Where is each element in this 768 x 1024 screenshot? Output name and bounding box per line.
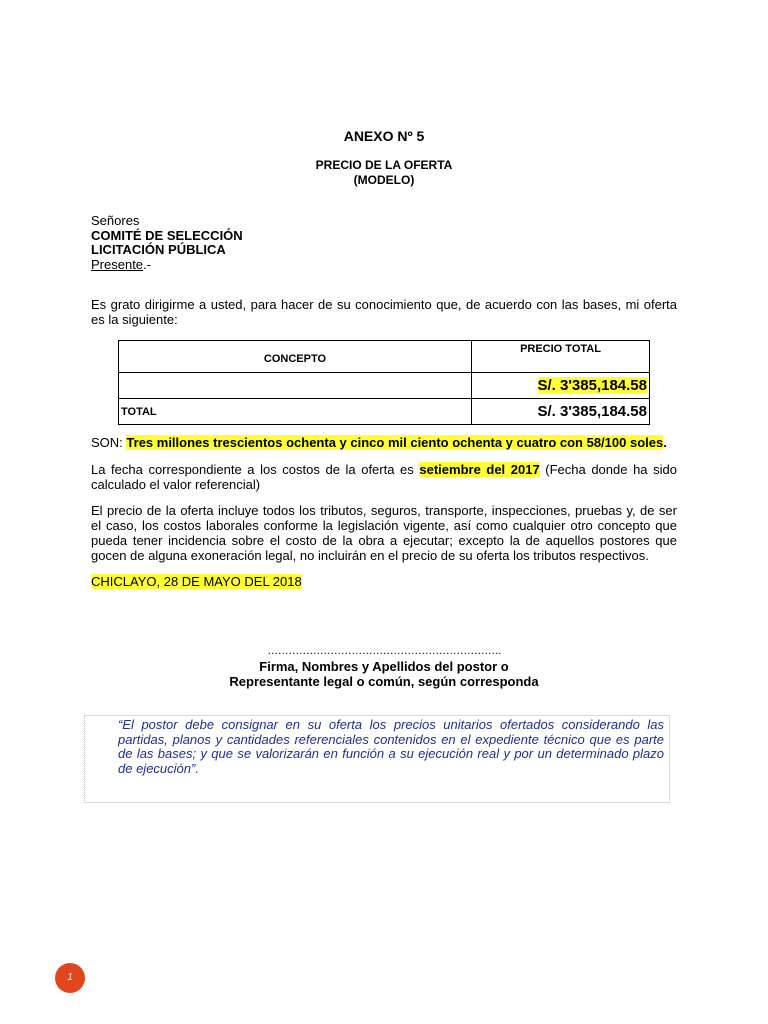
place-date: CHICLAYO, 28 DE MAYO DEL 2018 — [91, 574, 302, 589]
presente-suffix: .- — [143, 256, 151, 272]
presente-word: Presente — [91, 256, 144, 272]
total-price: S/. 3'385,184.58 — [472, 399, 650, 425]
date-suffix: (Fecha donde ha sido calculado el valor referencial) — [91, 462, 677, 492]
price-cell — [472, 373, 650, 399]
signature-caption-1: Firma, Nombres y Apellidos del postor o — [259, 659, 509, 674]
tender-type: LICITACIÓN PÚBLICA — [91, 242, 226, 257]
signature-line: …………………………………………………………. — [267, 645, 501, 657]
son-suffix: . — [663, 435, 667, 450]
annex-title: ANEXO Nº 5 — [343, 128, 425, 144]
model-label: (MODELO) — [353, 173, 415, 187]
presente-line — [91, 258, 243, 273]
price-includes-paragraph: El precio de la oferta incluye todos los tributos, seguros, transporte, inspecciones, pruebas y, de ser el caso, los costos laborales conforme la legislación vigente, así como cualquier otro concepto que pueda tener incidencia sobre el costo de la obra a ejecutar; excepto la de aquellos postores que gocen de alguna exoneración legal, no incluirán en el precio de su oferta los tributos respectivos. — [91, 503, 677, 563]
total-label: TOTAL — [119, 399, 472, 425]
amount-in-words: Tres millones trescientos ochenta y cinco mil ciento ochenta y cuatro con 58/100 soles — [126, 435, 664, 450]
date-prefix: La fecha correspondiente a los costos de la oferta es — [91, 462, 420, 477]
column-header-concepto: CONCEPTO — [119, 341, 472, 373]
signature-caption-2: Representante legal o común, según corresponda — [229, 674, 539, 689]
intro-paragraph: Es grato dirigirme a usted, para hacer de su conocimiento que, de acuerdo con las bases, mi oferta es la siguiente: — [91, 297, 677, 327]
column-header-precio: PRECIO TOTAL — [472, 341, 650, 373]
cost-date: setiembre del 2017 — [419, 462, 540, 477]
salutation: Señores — [91, 213, 140, 228]
concept-cell — [119, 373, 472, 399]
addressee-block — [91, 214, 243, 272]
note-text: “El postor debe consignar en su oferta los precios unitarios ofertados considerando las partidas, planos y cantidades referenciales contenidos en el expediente técnico que es parte de las bases; y que se valorizarán en función a su ejecución real y por un determinado plazo de ejecución”. — [118, 717, 664, 776]
son-line — [91, 435, 677, 450]
son-prefix: SON: — [91, 435, 127, 450]
total-row — [119, 399, 650, 425]
note-box — [84, 715, 670, 803]
price-value: S/. 3'385,184.58 — [537, 377, 647, 394]
table-row — [119, 373, 650, 399]
table-header-row — [119, 341, 650, 373]
price-table — [118, 340, 650, 425]
date-paragraph — [91, 462, 677, 492]
place-date-line — [91, 574, 302, 589]
committee-name: COMITÉ DE SELECCIÓN — [91, 227, 243, 243]
page-number-badge: 1 — [55, 963, 85, 993]
offer-title: PRECIO DE LA OFERTA — [315, 158, 453, 172]
